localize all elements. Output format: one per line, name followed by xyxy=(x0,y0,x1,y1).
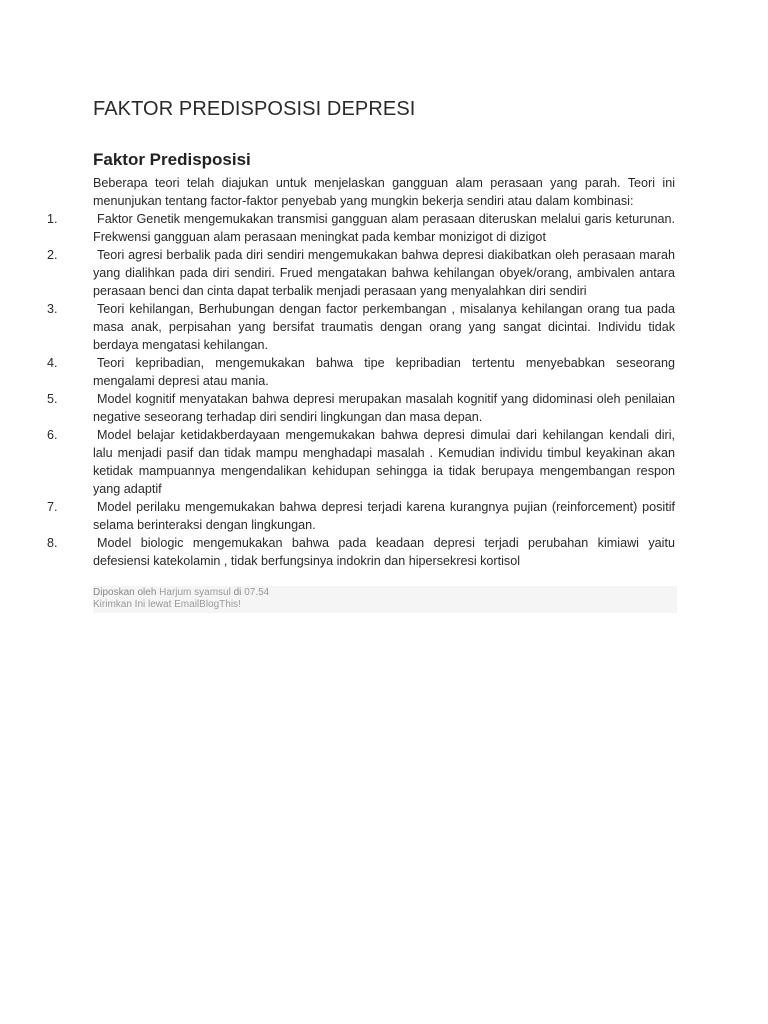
factor-text: Teori kepribadian, mengemukakan bahwa tipe kepribadian tertentu menyebabkan seseorang mengalami depresi atau mania. xyxy=(93,356,675,388)
factor-number: 2. xyxy=(47,248,58,262)
factor-number: 8. xyxy=(47,536,58,550)
factor-item xyxy=(47,354,675,390)
factor-number: 7. xyxy=(47,500,58,514)
factor-item xyxy=(47,498,675,534)
at-label: di xyxy=(233,587,242,598)
factor-text: Teori kehilangan, Berhubungan dengan factor perkembangan , misalanya kehilangan orang tua pada masa anak, perpisahan yang bersifat traumatis dengan orang yang sangat dicintai. Individu tidak berdaya mengatasi kehilangan. xyxy=(93,302,675,352)
factor-text: Model belajar ketidakberdayaan mengemukakan bahwa depresi dimulai dari kehilangan kendali diri, lalu menjadi pasif dan tidak mampu menghadapi masalah . Kemudian individu timbul keyakinan akan ketidak mampuannya mengendalikan kehidupan sehingga ia tidak berupaya mengembangan respon yang adaptif xyxy=(93,428,675,496)
post-time-link[interactable]: 07.54 xyxy=(244,587,270,598)
factor-item xyxy=(47,426,675,498)
factor-list xyxy=(47,210,675,570)
factor-text: Model biologic mengemukakan bahwa pada keadaan depresi terjadi perubahan kimiawi yaitu defesiensi katekolamin , tidak berfungsinya indokrin dan hipersekresi kortisol xyxy=(93,536,675,568)
post-meta-line xyxy=(93,587,677,599)
factor-number: 3. xyxy=(47,302,58,316)
factor-number: 1. xyxy=(47,212,58,226)
factor-number: 4. xyxy=(47,356,58,370)
factor-text: Model kognitif menyatakan bahwa depresi merupakan masalah kognitif yang didominasi oleh penilaian negative seseorang terhadap diri sendiri lingkungan dan masa depan. xyxy=(93,392,675,424)
factor-item xyxy=(47,534,675,570)
factor-text: Teori agresi berbalik pada diri sendiri mengemukakan bahwa depresi diakibatkan oleh perasaan marah yang dialihkan pada diri sendiri. Frued mengatakan bahwa kehilangan obyek/orang, ambivalen antara perasaan benci dan cinta dapat terbalik menjadi perasaan yang menyalahkan diri sendiri xyxy=(93,248,675,298)
factor-item xyxy=(47,300,675,354)
factor-item xyxy=(47,210,675,246)
share-links[interactable]: Kirimkan Ini lewat EmailBlogThis! xyxy=(93,599,241,610)
section-heading: Faktor Predisposisi xyxy=(93,150,251,169)
document-page xyxy=(47,96,675,613)
posted-by-label: Diposkan oleh xyxy=(93,587,157,598)
factor-number: 5. xyxy=(47,392,58,406)
factor-item xyxy=(47,390,675,426)
factor-text: Model perilaku mengemukakan bahwa depresi terjadi karena kurangnya pujian (reinforcement) positif selama berinteraksi dengan lingkungan. xyxy=(93,500,675,532)
factor-item xyxy=(47,246,675,300)
post-footer xyxy=(93,586,677,613)
author-link[interactable]: Harjum syamsul xyxy=(159,587,231,598)
factor-number: 6. xyxy=(47,428,58,442)
factor-text: Faktor Genetik mengemukakan transmisi gangguan alam perasaan diteruskan melalui garis keturunan. Frekwensi gangguan alam perasaan meningkat pada kembar monizigot di dizigot xyxy=(93,212,675,244)
intro-paragraph: Beberapa teori telah diajukan untuk menjelaskan gangguan alam perasaan yang parah. Teori ini menunjukan tentang factor-faktor penyebab yang mungkin bekerja sendiri atau dalam kombinasi: xyxy=(93,176,675,208)
page-title: FAKTOR PREDISPOSISI DEPRESI xyxy=(93,98,416,120)
